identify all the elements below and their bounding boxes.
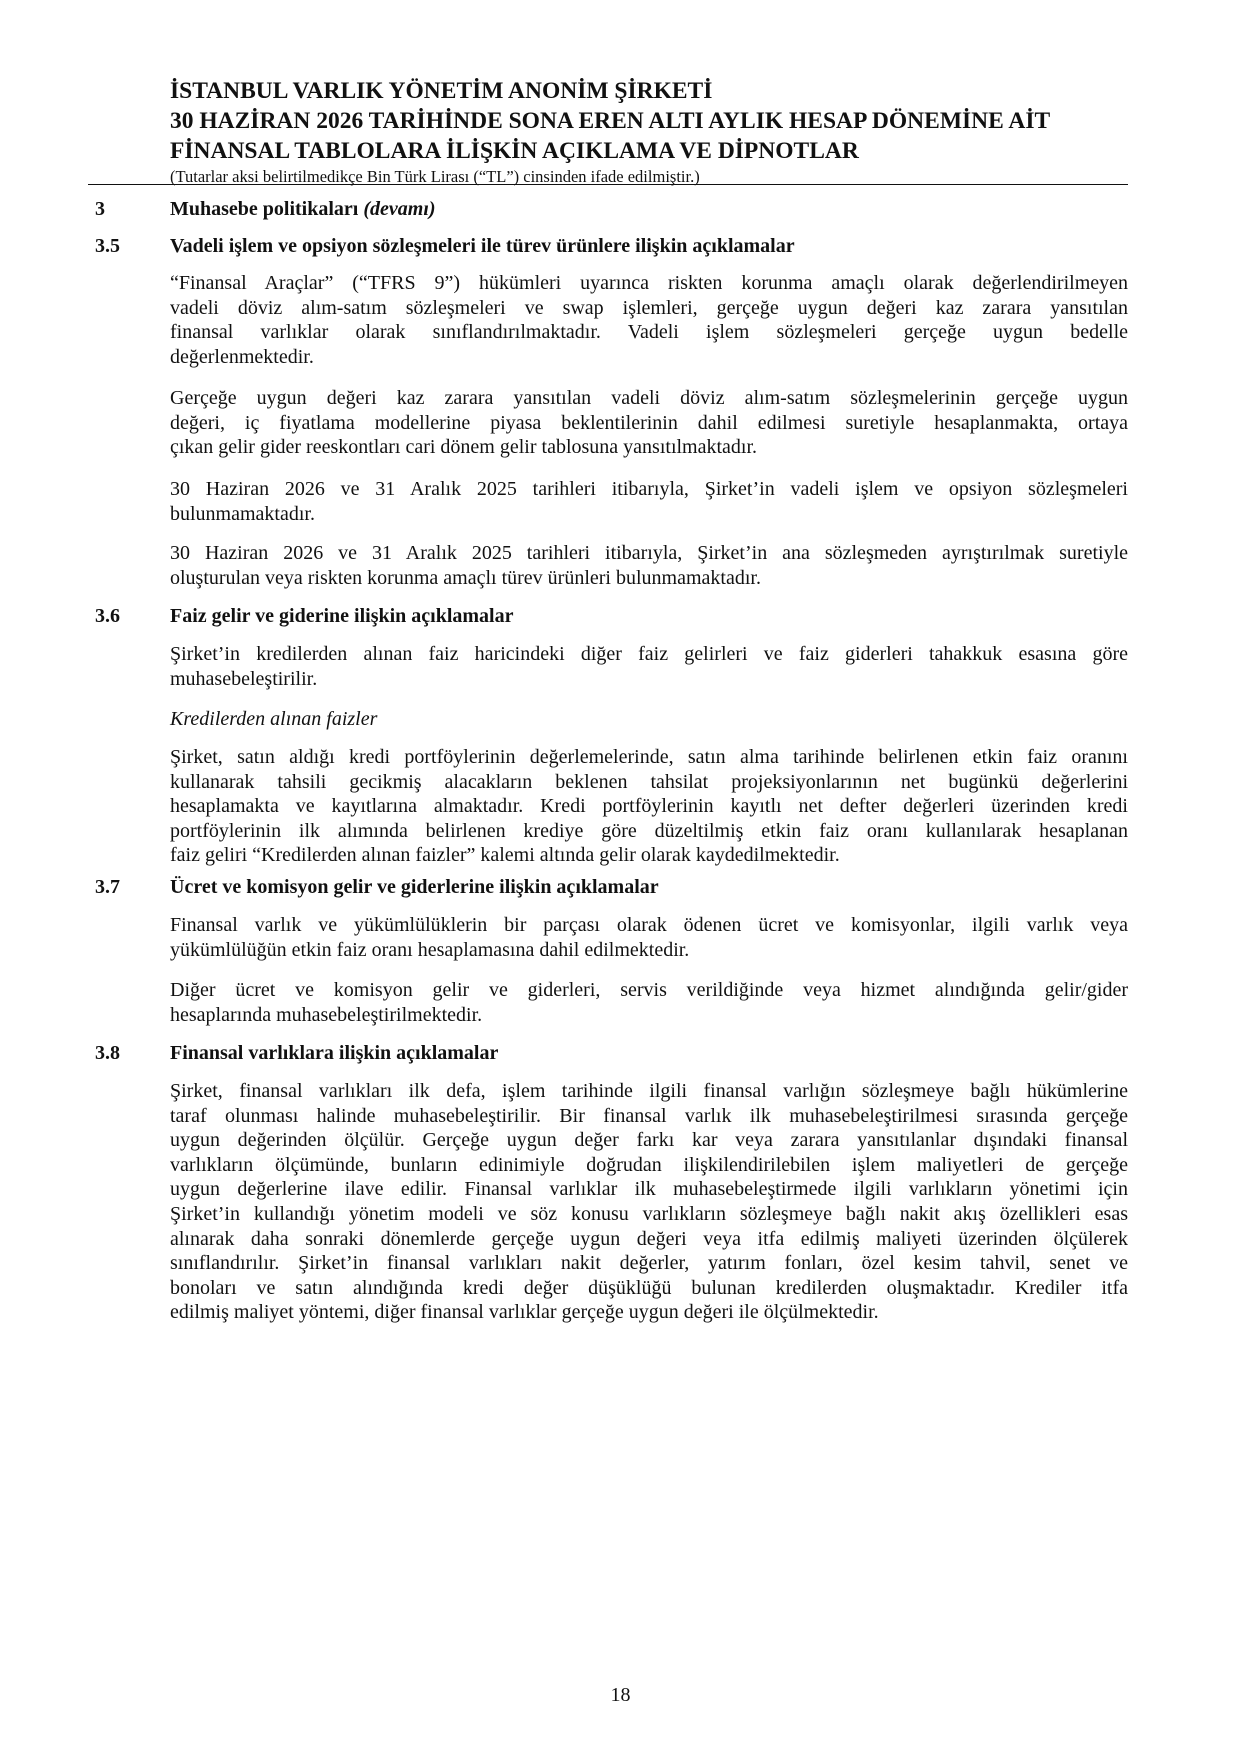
paragraph-3-5-3 xyxy=(170,477,1128,526)
section-title-continued: (devamı) xyxy=(363,198,436,220)
text-line: vadeli döviz alım-satım sözleşmeleri ve swap işlemleri, gerçeğe uygun değeri kaz zarara yansıtılan xyxy=(170,296,1128,319)
text-line: Diğer ücret ve komisyon gelir ve giderleri, servis verildiğinde veya hizmet alındığında gelir/gider xyxy=(170,979,1128,1001)
paragraph-3-7-1 xyxy=(170,913,1128,962)
text-line: faiz geliri “Kredilerden alınan faizler” kalemi altında gelir olarak kaydedilmektedir. xyxy=(170,844,840,867)
text-line: “Finansal Araçlar” (“TFRS 9”) hükümleri uyarınca riskten korunma amaçlı olarak değerlendirilmeyen xyxy=(170,272,1128,294)
text-line: çıkan gelir gider reeskontları cari dönem gelir tablosuna yansıtılmaktadır. xyxy=(170,436,758,459)
text-line: oluşturulan veya riskten korunma amaçlı türev ürünleri bulunmamaktadır. xyxy=(170,566,761,589)
page-header xyxy=(170,76,1128,187)
text-line: finansal varlıklar olarak sınıflandırılmaktadır. Vadeli işlem sözleşmeleri gerçeğe uygun bedelle xyxy=(170,321,1128,344)
italic-subheading: Kredilerden alınan faizler xyxy=(170,708,378,730)
subsection-number: 3.6 xyxy=(95,605,120,627)
header-rule xyxy=(88,184,1128,185)
text-line: Şirket’in kredilerden alınan faiz haricindeki diğer faiz gelirleri ve faiz giderleri tahakkuk esasına göre xyxy=(170,643,1128,665)
report-title: FİNANSAL TABLOLARA İLİŞKİN AÇIKLAMA VE DİPNOTLAR xyxy=(170,138,859,164)
company-name: İSTANBUL VARLIK YÖNETİM ANONİM ŞİRKETİ xyxy=(170,78,713,104)
section-title-text: Muhasebe politikaları xyxy=(170,198,359,220)
section-number: 3 xyxy=(95,198,105,220)
text-line: 30 Haziran 2026 ve 31 Aralık 2025 tarihleri itibarıyla, Şirket’in ana sözleşmeden ayrıştırılmak suretiyle xyxy=(170,542,1128,564)
subsection-title: Faiz gelir ve giderine ilişkin açıklamalar xyxy=(170,605,514,627)
currency-note: (Tutarlar aksi belirtilmedikçe Bin Türk Lirası (“TL”) cinsinden ifade edilmiştir.) xyxy=(170,167,700,186)
text-line: Şirket’in kullandığı yönetim modeli ve söz konusu varlıkların sözleşmeye bağlı nakit akış özellikleri esas xyxy=(170,1202,1128,1225)
text-line: Gerçeğe uygun değeri kaz zarara yansıtılan vadeli döviz alım-satım sözleşmelerinin gerçeğe uygun xyxy=(170,387,1128,409)
text-line: değeri, iç fiyatlama modellerine piyasa beklentilerinin dahil edilmesi suretiyle hesaplanmakta, ortaya xyxy=(170,411,1128,434)
paragraph-3-5-1 xyxy=(170,271,1128,369)
page-number: 18 xyxy=(610,1684,631,1706)
text-line: edilmiş maliyet yöntemi, diğer finansal varlıklar gerçeğe uygun değeri ile ölçülmektedir. xyxy=(170,1301,879,1324)
paragraph-3-7-2 xyxy=(170,978,1128,1027)
subsection-number: 3.8 xyxy=(95,1042,120,1064)
text-line: muhasebeleştirilir. xyxy=(170,667,318,690)
text-line: Şirket, satın aldığı kredi portföylerinin değerlemelerinde, satın alma tarihinde belirlenen etkin faiz oranını xyxy=(170,746,1128,768)
text-line: Şirket, finansal varlıkları ilk defa, işlem tarihinde ilgili finansal varlığın sözleşmeye bağlı hükümlerine xyxy=(170,1080,1128,1102)
text-line: uygun değerlerine ilave edilir. Finansal varlıklar ilk muhasebeleştirmede ilgili varlıkların yönetimi için xyxy=(170,1178,1128,1201)
paragraph-3-5-2 xyxy=(170,386,1128,460)
text-line: taraf olunması halinde muhasebeleştirilir. Bir finansal varlık ilk muhasebeleştirilmesi sırasında gerçeğe xyxy=(170,1104,1128,1127)
text-line: kullanarak tahsili gecikmiş alacakların beklenen tahsilat projeksiyonlarının net bugünkü değerlerini xyxy=(170,770,1128,793)
text-line: sınıflandırılır. Şirket’in finansal varlıkları nakit değerler, yatırım fonları, özel kesim tahvil, senet ve xyxy=(170,1252,1128,1275)
paragraph-3-5-4 xyxy=(170,541,1128,590)
text-line: hesaplarında muhasebeleştirilmektedir. xyxy=(170,1003,483,1026)
subsection-title: Ücret ve komisyon gelir ve giderlerine ilişkin açıklamalar xyxy=(170,876,659,898)
subsection-title: Finansal varlıklara ilişkin açıklamalar xyxy=(170,1042,499,1064)
section-title xyxy=(170,197,436,221)
text-line: değerlenmektedir. xyxy=(170,345,314,368)
paragraph-3-6-2 xyxy=(170,745,1128,868)
subsection-number: 3.7 xyxy=(95,876,120,898)
text-line: varlıkların ölçümünde, bunların edinimiyle doğrudan ilişkilendirilebilen işlem maliyetleri de gerçeğe xyxy=(170,1153,1128,1176)
paragraph-3-6-1 xyxy=(170,642,1128,691)
text-line: hesaplamakta ve kayıtlarına almaktadır. Kredi portföylerinin kayıtlı net defter değerleri üzerinden kredi xyxy=(170,795,1128,818)
text-line: Finansal varlık ve yükümlülüklerin bir parçası olarak ödenen ücret ve komisyonlar, ilgili varlık veya xyxy=(170,914,1128,936)
text-line: yükümlülüğün etkin faiz oranı hesaplamasına dahil edilmektedir. xyxy=(170,938,690,961)
text-line: bulunmamaktadır. xyxy=(170,502,315,525)
subsection-title: Vadeli işlem ve opsiyon sözleşmeleri ile türev ürünlere ilişkin açıklamalar xyxy=(170,235,795,257)
text-line: portföylerinin ilk alımında belirlenen krediye göre düzeltilmiş etkin faiz oranı kullanılarak hesaplanan xyxy=(170,819,1128,842)
text-line: bonoları ve satın alındığında kredi değer düşüklüğü bulunan kredilerden oluşmaktadır. Krediler itfa xyxy=(170,1276,1128,1299)
subsection-number: 3.5 xyxy=(95,235,120,257)
text-line: uygun değerinden ölçülür. Gerçeğe uygun değer farkı kar veya zarara yansıtılanlar dışındaki finansal xyxy=(170,1129,1128,1152)
report-period-title: 30 HAZİRAN 2026 TARİHİNDE SONA EREN ALTI AYLIK HESAP DÖNEMİNE AİT xyxy=(170,108,1051,134)
text-line: alınarak daha sonraki dönemlerde gerçeğe uygun değeri veya itfa edilmiş maliyeti üzerinden ölçülerek xyxy=(170,1227,1128,1250)
text-line: 30 Haziran 2026 ve 31 Aralık 2025 tarihleri itibarıyla, Şirket’in vadeli işlem ve opsiyon sözleşmeleri xyxy=(170,478,1128,500)
paragraph-3-8-1 xyxy=(170,1079,1128,1325)
